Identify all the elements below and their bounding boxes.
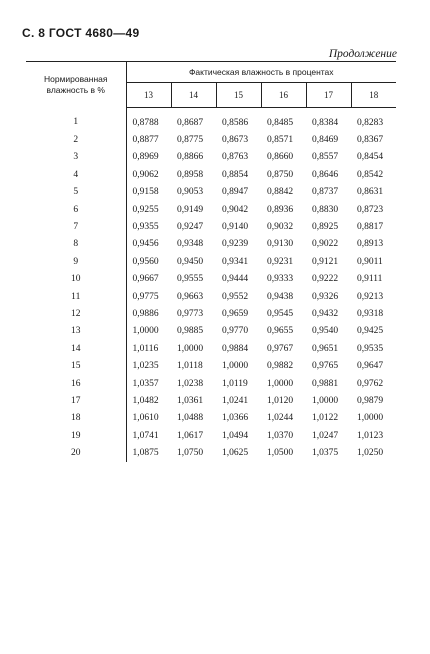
table-cell: 0,8384 (312, 117, 339, 128)
table-cell: 0,8586 (222, 117, 249, 128)
table-cell: 1,0750 (177, 448, 204, 459)
table-cell: 0,9663 (177, 291, 204, 302)
table-cell: 1,0000 (222, 361, 249, 372)
column-header: 16 (261, 83, 306, 108)
table-row (26, 410, 396, 427)
row-number: 20 (26, 444, 126, 461)
table-cell: 0,8866 (177, 152, 204, 163)
table-cell: 0,8775 (177, 135, 204, 146)
table-cell: 0,9882 (267, 361, 294, 372)
table-cell: 0,9535 (357, 343, 384, 354)
table-cell: 0,8925 (312, 222, 339, 233)
column-header: 15 (216, 83, 261, 108)
table-cell: 0,8788 (132, 117, 159, 128)
row-number: 13 (26, 323, 126, 340)
table-cell: 0,8571 (267, 135, 294, 146)
table-cell: 0,9318 (357, 308, 384, 319)
table-cell: 1,0500 (267, 448, 294, 459)
table-cell: 1,0617 (177, 430, 204, 441)
table-cell: 0,8673 (222, 135, 249, 146)
table-cell: 0,9130 (267, 239, 294, 250)
table-cell: 0,8947 (222, 187, 249, 198)
table-cell: 0,8631 (357, 187, 384, 198)
row-number: 10 (26, 271, 126, 288)
row-number: 6 (26, 201, 126, 218)
row-number: 1 (26, 108, 126, 132)
table-cell: 0,8485 (267, 117, 294, 128)
table-row (26, 166, 396, 183)
table-cell: 0,8877 (132, 135, 159, 146)
table-cell: 0,8687 (177, 117, 204, 128)
table-cell: 0,9239 (222, 239, 249, 250)
table-cell: 1,0241 (222, 395, 249, 406)
table-cell: 0,8842 (267, 187, 294, 198)
table-cell: 1,0361 (177, 395, 204, 406)
table-row (26, 131, 396, 148)
table-cell: 1,0000 (267, 378, 294, 389)
table-row (26, 427, 396, 444)
table-cell: 0,8750 (267, 169, 294, 180)
table-cell: 0,9540 (312, 326, 339, 337)
table-cell: 0,9775 (132, 291, 159, 302)
table-row (26, 375, 396, 392)
table-cell: 0,8469 (312, 135, 339, 146)
column-header: 17 (306, 83, 351, 108)
table-cell: 1,0625 (222, 448, 249, 459)
table-cell: 1,0000 (132, 326, 159, 337)
column-header: 14 (171, 83, 216, 108)
table-cell: 0,8367 (357, 135, 384, 146)
table-cell: 0,9053 (177, 187, 204, 198)
table-cell: 0,9438 (267, 291, 294, 302)
table-cell: 1,0120 (267, 395, 294, 406)
table-cell: 0,9022 (312, 239, 339, 250)
table-cell: 0,9655 (267, 326, 294, 337)
table-cell: 1,0366 (222, 413, 249, 424)
table-cell: 0,8723 (357, 204, 384, 215)
table-cell: 0,9767 (267, 343, 294, 354)
table-row (26, 357, 396, 374)
table-cell: 0,9651 (312, 343, 339, 354)
table-cell: 0,8958 (177, 169, 204, 180)
table-cell: 1,0488 (177, 413, 204, 424)
table-cell: 1,0357 (132, 378, 159, 389)
table-cell: 0,9247 (177, 222, 204, 233)
table-cell: 0,9770 (222, 326, 249, 337)
table-cell: 0,9456 (132, 239, 159, 250)
table-cell: 0,8737 (312, 187, 339, 198)
table-row (26, 392, 396, 409)
table-cell: 0,9231 (267, 256, 294, 267)
table-cell: 0,9333 (267, 274, 294, 285)
table-cell: 0,9765 (312, 361, 339, 372)
table-cell: 0,9560 (132, 256, 159, 267)
table-cell: 0,9140 (222, 222, 249, 233)
row-number: 12 (26, 305, 126, 322)
table-cell: 0,9111 (357, 274, 383, 285)
table-cell: 1,0610 (132, 413, 159, 424)
table-cell: 1,0118 (177, 361, 203, 372)
table-header (26, 62, 396, 108)
table-cell: 1,0119 (222, 378, 248, 389)
table-row (26, 201, 396, 218)
table-cell: 0,8542 (357, 169, 384, 180)
table-cell: 1,0244 (267, 413, 294, 424)
row-number: 3 (26, 149, 126, 166)
table-row (26, 253, 396, 270)
table-cell: 0,9425 (357, 326, 384, 337)
table-cell: 0,8969 (132, 152, 159, 163)
row-number: 17 (26, 392, 126, 409)
column-header: 18 (351, 83, 396, 108)
table-cell: 0,9659 (222, 308, 249, 319)
table-cell: 0,9555 (177, 274, 204, 285)
table-cell: 0,9552 (222, 291, 249, 302)
table-row (26, 288, 396, 305)
table-cell: 0,9255 (132, 204, 159, 215)
table-cell: 1,0116 (132, 343, 159, 354)
continuation-label: Продолжение (328, 48, 397, 60)
table-cell: 0,9879 (357, 395, 384, 406)
table-cell: 0,9444 (222, 274, 249, 285)
table-cell: 1,0375 (312, 448, 339, 459)
table-cell: 0,8763 (222, 152, 249, 163)
table-row (26, 340, 396, 357)
table-cell: 0,9032 (267, 222, 294, 233)
row-number: 11 (26, 288, 126, 305)
table-cell: 1,0482 (132, 395, 159, 406)
table-cell: 0,9348 (177, 239, 204, 250)
table-cell: 0,9545 (267, 308, 294, 319)
table-cell: 0,8557 (312, 152, 339, 163)
row-number: 7 (26, 218, 126, 235)
humidity-table-container (26, 61, 396, 462)
table-cell: 1,0000 (357, 413, 384, 424)
table-cell: 0,9062 (132, 169, 159, 180)
row-number: 2 (26, 131, 126, 148)
table-cell: 1,0741 (132, 430, 159, 441)
table-cell: 0,8936 (267, 204, 294, 215)
table-cell: 1,0123 (357, 430, 384, 441)
table-row (26, 108, 396, 132)
table-cell: 1,0370 (267, 430, 294, 441)
table-cell: 0,9011 (357, 256, 383, 267)
row-number: 15 (26, 357, 126, 374)
table-row (26, 218, 396, 235)
table-cell: 0,9881 (312, 378, 339, 389)
table-cell: 0,8854 (222, 169, 249, 180)
table-row (26, 236, 396, 253)
table-cell: 0,9667 (132, 274, 159, 285)
row-number: 18 (26, 410, 126, 427)
table-cell: 0,8817 (357, 222, 384, 233)
table-cell: 0,9762 (357, 378, 384, 389)
table-cell: 0,8913 (357, 239, 384, 250)
table-row (26, 305, 396, 322)
table-cell: 1,0247 (312, 430, 339, 441)
table-cell: 0,9213 (357, 291, 384, 302)
row-number: 5 (26, 184, 126, 201)
table-cell: 0,9884 (222, 343, 249, 354)
table-body (26, 108, 396, 462)
table-cell: 0,9432 (312, 308, 339, 319)
table-cell: 0,8830 (312, 204, 339, 215)
table-cell: 0,9355 (132, 222, 159, 233)
table-cell: 0,9121 (312, 256, 339, 267)
table-cell: 1,0494 (222, 430, 249, 441)
row-header: Нормированная влажность в % (26, 62, 126, 108)
table-cell: 1,0122 (312, 413, 339, 424)
table-cell: 0,8283 (357, 117, 384, 128)
table-row (26, 444, 396, 461)
table-cell: 0,9222 (312, 274, 339, 285)
table-cell: 0,9158 (132, 187, 159, 198)
table-row (26, 323, 396, 340)
table-cell: 0,8646 (312, 169, 339, 180)
table-cell: 0,8454 (357, 152, 384, 163)
row-number: 4 (26, 166, 126, 183)
table-cell: 0,9773 (177, 308, 204, 319)
table-cell: 0,9886 (132, 308, 159, 319)
row-number: 19 (26, 427, 126, 444)
row-number: 14 (26, 340, 126, 357)
table-cell: 0,9149 (177, 204, 204, 215)
table-cell: 0,9326 (312, 291, 339, 302)
table-cell: 1,0238 (177, 378, 204, 389)
humidity-table (26, 61, 396, 462)
table-cell: 0,9885 (177, 326, 204, 337)
row-number: 8 (26, 236, 126, 253)
row-number: 16 (26, 375, 126, 392)
table-row (26, 184, 396, 201)
table-cell: 1,0875 (132, 448, 159, 459)
table-cell: 0,9450 (177, 256, 204, 267)
table-row (26, 271, 396, 288)
page-header: С. 8 ГОСТ 4680—49 (22, 26, 140, 40)
table-cell: 1,0235 (132, 361, 159, 372)
table-cell: 0,9042 (222, 204, 249, 215)
row-number: 9 (26, 253, 126, 270)
group-header: Фактическая влажность в процентах (126, 62, 396, 83)
table-cell: 0,9647 (357, 361, 384, 372)
column-header: 13 (126, 83, 171, 108)
table-row (26, 149, 396, 166)
table-cell: 1,0000 (177, 343, 204, 354)
table-cell: 1,0250 (357, 448, 384, 459)
table-cell: 0,9341 (222, 256, 249, 267)
table-cell: 0,8660 (267, 152, 294, 163)
table-cell: 1,0000 (312, 395, 339, 406)
